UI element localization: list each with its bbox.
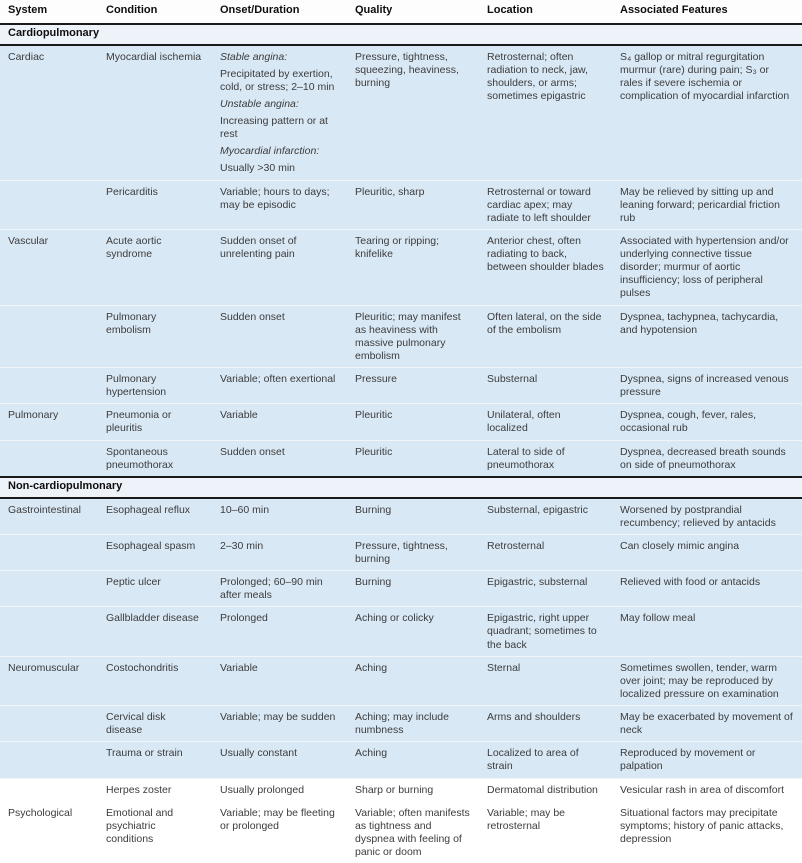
cell-features: Worsened by postprandial recumbency; relieved by antacids: [620, 503, 776, 529]
cell-paragraph: Increasing pattern or at rest: [220, 115, 328, 141]
cell-condition: Costochondritis: [98, 656, 212, 705]
cell-paragraph: Usually >30 min: [220, 162, 295, 175]
cell-location: Arms and shoulders: [479, 705, 612, 741]
cell-system: [0, 606, 98, 655]
cell-quality: Pressure, tightness, burning: [347, 534, 479, 570]
cell-quality: Pleuritic; may manifest as heaviness with massive pulmonary embolism: [347, 305, 479, 368]
cell-system: [0, 440, 98, 476]
cell-features: May be relieved by sitting up and leaning forward; pericardial friction rub: [612, 180, 802, 229]
cell-system: [0, 705, 98, 741]
cell-features: Reproduced by movement or palpation: [612, 741, 802, 777]
table-row: [0, 46, 802, 180]
cell-features: Dyspnea, cough, fever, rales, occasional rub: [612, 403, 802, 439]
cell-location: Substernal: [479, 367, 612, 403]
cell-features: Relieved with food or antacids: [612, 570, 802, 606]
cell-condition: Pulmonary embolism: [98, 305, 212, 368]
cell-condition: Peptic ulcer: [98, 570, 212, 606]
cell-condition: Spontaneous pneumothorax: [98, 440, 212, 476]
cell-system: [0, 305, 98, 368]
table-row: [0, 606, 802, 655]
cell-onset: Sudden onset of unrelenting pain: [212, 229, 347, 305]
cell-onset: Variable; hours to days; may be episodic: [212, 180, 347, 229]
cell-condition: Esophageal reflux: [106, 503, 191, 516]
cell-features: May follow meal: [612, 606, 802, 655]
cell-features: Dyspnea, tachypnea, tachycardia, and hypotension: [612, 305, 802, 368]
table-row: [0, 180, 802, 229]
cell-paragraph: Precipitated by exertion, cold, or stress; 2–10 min: [220, 67, 335, 93]
cell-system: [0, 180, 98, 229]
cell-quality: Tearing or ripping; knifelike: [347, 229, 479, 305]
cell-condition: Gallbladder disease: [98, 606, 212, 655]
cell-onset: 10–60 min: [220, 503, 270, 516]
cell-onset: Variable; often exertional: [212, 367, 347, 403]
cell-onset: Variable: [212, 656, 347, 705]
cell-quality: Aching or colicky: [347, 606, 479, 655]
cell-system: [0, 570, 98, 606]
cell-system: Pulmonary: [0, 403, 98, 439]
cell-system: Vascular: [0, 229, 98, 305]
table-row: [0, 367, 802, 403]
cell-features: Can closely mimic angina: [612, 534, 802, 570]
table-body: [0, 23, 802, 863]
cell-quality: Pleuritic: [347, 403, 479, 439]
cell-features: May be exacerbated by movement of neck: [612, 705, 802, 741]
cell-onset: Variable; may be fleeting or prolonged: [212, 801, 347, 863]
cell-location: Sternal: [479, 656, 612, 705]
cell-system: Neuromuscular: [0, 656, 98, 705]
cell-onset: Prolonged: [212, 606, 347, 655]
cell-quality: Aching: [347, 656, 479, 705]
table-row: [0, 801, 802, 863]
cell-onset: [212, 46, 347, 180]
cell-location: Retrosternal; often radiation to neck, jaw, shoulders, or arms; sometimes epigastric: [487, 50, 588, 102]
cell-location: Lateral to side of pneumothorax: [479, 440, 612, 476]
cell-onset: Usually constant: [212, 741, 347, 777]
cell-condition: Herpes zoster: [98, 778, 212, 801]
table-row: [0, 403, 802, 439]
table-row: [0, 440, 802, 476]
table-row: [0, 534, 802, 570]
cell-onset: Sudden onset: [212, 305, 347, 368]
cell-onset: 2–30 min: [212, 534, 347, 570]
table-row: [0, 305, 802, 368]
cell-location: Retrosternal: [479, 534, 612, 570]
cell-onset: Sudden onset: [212, 440, 347, 476]
cell-features: S₄ gallop or mitral regurgitation murmur (rare) during pain; S₃ or rales if severe ischemia or complication of myocardial infarction: [620, 50, 790, 102]
cell-condition: Pericarditis: [98, 180, 212, 229]
cell-features: Situational factors may precipitate symptoms; history of panic attacks, depression: [612, 801, 802, 863]
cell-onset: Variable: [212, 403, 347, 439]
cell-location: Retrosternal or toward cardiac apex; may radiate to left shoulder: [479, 180, 612, 229]
section-header: Cardiopulmonary: [0, 23, 802, 46]
cell-system: [0, 778, 98, 801]
cell-quality: Aching: [347, 741, 479, 777]
cell-location: Dermatomal distribution: [479, 778, 612, 801]
cell-onset: Usually prolonged: [212, 778, 347, 801]
cell-quality: Sharp or burning: [347, 778, 479, 801]
cell-condition: Trauma or strain: [98, 741, 212, 777]
cell-condition: Pneumonia or pleuritis: [98, 403, 212, 439]
cell-features: Sometimes swollen, tender, warm over joint; may be reproduced by localized pressure on examination: [612, 656, 802, 705]
cell-quality: Pleuritic, sharp: [347, 180, 479, 229]
cell-features: Associated with hypertension and/or underlying connective tissue disorder; murmur of aortic insufficiency; loss of peripheral pulses: [612, 229, 802, 305]
column-header-features: Associated Features: [620, 4, 728, 16]
cell-location: Anterior chest, often radiating to back, between shoulder blades: [479, 229, 612, 305]
column-header-onset: Onset/Duration: [220, 4, 300, 16]
cell-system: Gastrointestinal: [8, 503, 81, 516]
cell-system: [0, 367, 98, 403]
cell-condition: Cervical disk disease: [98, 705, 212, 741]
cell-paragraph: Stable angina:: [220, 50, 288, 63]
cell-location: Often lateral, on the side of the embolism: [479, 305, 612, 368]
cell-system: [0, 741, 98, 777]
cell-quality: Aching; may include numbness: [347, 705, 479, 741]
cell-system: Cardiac: [8, 50, 45, 63]
table-row: [0, 778, 802, 801]
cell-features: Vesicular rash in area of discomfort: [612, 778, 802, 801]
cell-features: Dyspnea, decreased breath sounds on side of pneumothorax: [612, 440, 802, 476]
column-header-quality: Quality: [355, 4, 393, 16]
cell-location: Epigastric, right upper quadrant; sometimes to the back: [479, 606, 612, 655]
table-row: [0, 741, 802, 777]
cell-quality: Pleuritic: [347, 440, 479, 476]
table-row: [0, 705, 802, 741]
cell-condition: Myocardial ischemia: [106, 50, 202, 63]
cell-quality: Burning: [347, 570, 479, 606]
table-row: [0, 656, 802, 705]
cell-onset: Prolonged; 60–90 min after meals: [212, 570, 347, 606]
cell-condition: Pulmonary hypertension: [98, 367, 212, 403]
cell-location: Unilateral, often localized: [479, 403, 612, 439]
cell-onset: Variable; may be sudden: [212, 705, 347, 741]
cell-system: Psychological: [0, 801, 98, 863]
cell-condition: Emotional and psychiatric conditions: [98, 801, 212, 863]
cell-location: Localized to area of strain: [479, 741, 612, 777]
table-row: [0, 570, 802, 606]
column-header-condition: Condition: [106, 4, 158, 16]
column-header-location: Location: [487, 4, 533, 16]
section-header: Non-cardiopulmonary: [0, 476, 802, 499]
column-header-system: System: [8, 4, 48, 16]
table-row: [0, 499, 802, 534]
cell-location: Substernal, epigastric: [487, 503, 588, 516]
cell-paragraph: Unstable angina:: [220, 97, 299, 110]
cell-location: Variable; may be retrosternal: [479, 801, 612, 863]
cell-quality: Pressure, tightness, squeezing, heaviness, burning: [355, 50, 459, 89]
cell-system: [0, 534, 98, 570]
cell-quality: Pressure: [347, 367, 479, 403]
cell-condition: Acute aortic syndrome: [98, 229, 212, 305]
table-row: [0, 229, 802, 305]
cell-features: Dyspnea, signs of increased venous pressure: [612, 367, 802, 403]
cell-location: Epigastric, substernal: [479, 570, 612, 606]
cell-condition: Esophageal spasm: [98, 534, 212, 570]
column-header-row: [0, 0, 802, 23]
cell-quality: Burning: [355, 503, 392, 516]
cell-paragraph: Myocardial infarction:: [220, 145, 320, 158]
cell-quality: Variable; often manifests as tightness and dyspnea with feeling of panic or doom: [347, 801, 479, 863]
